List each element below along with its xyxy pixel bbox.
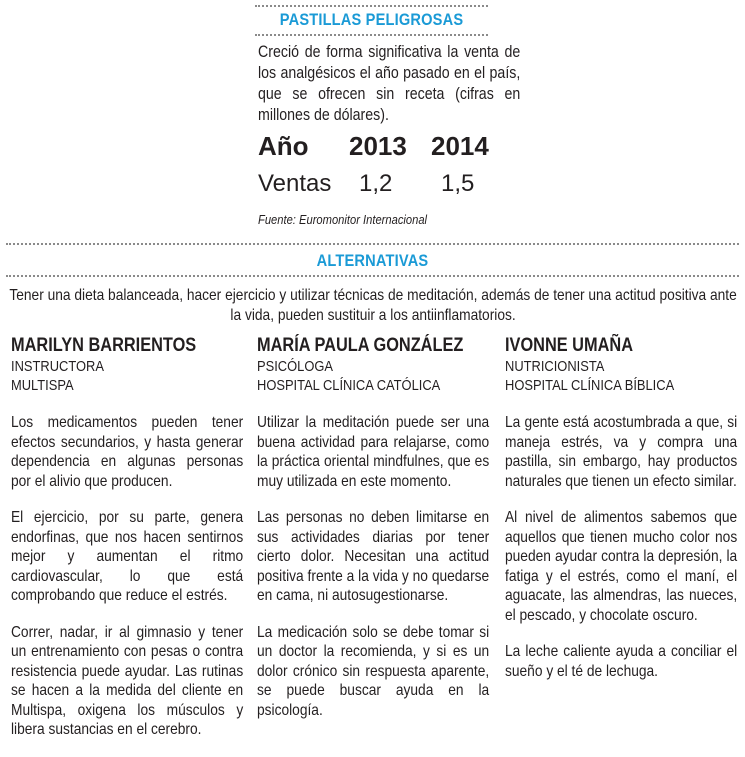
alternatives-top-divider xyxy=(6,243,739,245)
expert-name: IVONNE UMAÑA xyxy=(505,335,634,356)
expert-role: NUTRICIONISTA xyxy=(505,358,605,375)
expert-role: PSICÓLOGA xyxy=(257,358,333,375)
expert-column-3 xyxy=(505,335,737,698)
expert-paragraph: Correr, nadar, ir al gimnasio y tener un entrenamiento con pesas o contra resistencia puede ayudar. Las rutinas se hacen a la medida del cliente en Multispa, oxigena los músculos y libera sustancias en el cerebro. xyxy=(11,623,244,738)
expert-paragraph: La gente está acostumbrada a que, si maneja estrés, va y compra una pastilla, sin embargo, hay productos naturales que tienen un efecto similar. xyxy=(505,414,738,490)
pills-intro xyxy=(258,42,520,126)
pills-title-divider xyxy=(255,34,488,36)
expert-paragraph: La leche caliente ayuda a conciliar el sueño y el té de lechuga. xyxy=(505,643,738,680)
table-header-year: Año xyxy=(258,131,309,161)
expert-name: MARÍA PAULA GONZÁLEZ xyxy=(257,335,464,356)
expert-paragraph: Las personas no deben limitarse en sus actividades diarias por tener cierto dolor. Necesitan una actitud positiva frente a la vida y no quedarse en cama, ni autosugestionarse. xyxy=(257,509,490,604)
pills-intro-text: Creció de forma significativa la venta de los analgésicos el año pasado en el país, que se ofrecen sin receta (cifras en millones de dólares). xyxy=(258,43,521,124)
expert-organization: HOSPITAL CLÍNICA CATÓLICA xyxy=(257,377,441,394)
expert-column-1 xyxy=(11,335,243,757)
expert-paragraph: La medicación solo se debe tomar si un doctor la recomienda, y si es un dolor crónico sin respuesta aparente, se puede buscar ayuda en la psicología. xyxy=(257,623,490,719)
alternatives-section-title: ALTERNATIVAS xyxy=(316,251,429,270)
table-row-label: Ventas xyxy=(258,170,332,197)
expert-role: INSTRUCTORA xyxy=(11,358,104,375)
expert-organization: HOSPITAL CLÍNICA BÍBLICA xyxy=(505,377,675,394)
expert-paragraphs xyxy=(257,413,489,720)
sales-table-header xyxy=(258,131,518,163)
alternatives-lead xyxy=(8,286,738,326)
table-header-2014: 2014 xyxy=(431,131,489,161)
expert-paragraphs xyxy=(505,413,737,681)
expert-paragraph: El ejercicio, por su parte, genera endorfinas, que nos hacen sentirnos mejor y aumentan el ritmo cardiovascular, lo que está comprobando que reduce el estrés. xyxy=(11,509,244,604)
top-divider xyxy=(255,5,488,7)
table-value-2014: 1,5 xyxy=(441,170,475,197)
sales-table-row xyxy=(258,170,518,202)
expert-organization: MULTISPA xyxy=(11,377,74,394)
expert-paragraph: Al nivel de alimentos sabemos que aquellos que tienen mucho color nos pueden ayudar contra la depresión, la fatiga y el estrés, como el maní, el aguacate, las almendras, las nueces, el pescado, y chocolate oscuro. xyxy=(505,509,738,624)
expert-paragraph: Utilizar la meditación puede ser una buena actividad para relajarse, como la práctica oriental mindfulnes, que es muy utilizada en este momento. xyxy=(257,414,490,490)
expert-paragraph: Los medicamentos pueden tener efectos secundarios, y hasta generar dependencia en algunas personas por el alivio que producen. xyxy=(11,414,244,490)
expert-name: MARILYN BARRIENTOS xyxy=(11,335,197,356)
source-note-text: Fuente: Euromonitor Internacional xyxy=(258,212,428,227)
expert-paragraphs xyxy=(11,413,243,740)
pills-section-title: PASTILLAS PELIGROSAS xyxy=(279,10,464,29)
alternatives-title-divider xyxy=(6,275,739,277)
alternatives-lead-text: Tener una dieta balanceada, hacer ejercicio y utilizar técnicas de meditación, además de tener una actitud positiva ante la vida, pueden sustituir a los antiinflamatorios. xyxy=(9,287,737,324)
source-note xyxy=(258,212,455,227)
table-header-2013: 2013 xyxy=(349,131,407,161)
expert-column-2 xyxy=(257,335,489,737)
table-value-2013: 1,2 xyxy=(359,170,393,197)
